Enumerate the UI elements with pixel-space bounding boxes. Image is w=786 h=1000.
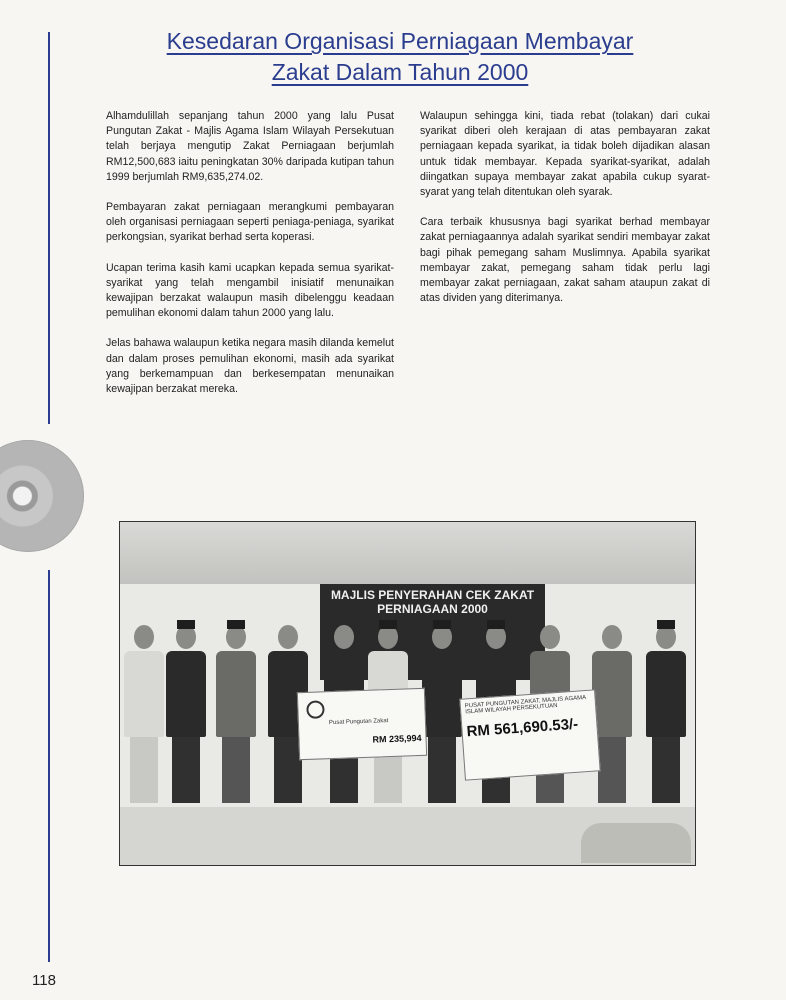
paragraph: Ucapan terima kasih kami ucapkan kepada semua syarikat-syarikat yang telah mengambil inisiatif menunaikan kewajipan berzakat walaupun masih dibelenggu keadaan pemulihan ekonomi dalam tahun 2000 yang lalu. — [106, 261, 394, 320]
person — [592, 625, 632, 803]
title-line-2: Zakat Dalam Tahun 2000 — [271, 59, 529, 85]
person — [646, 620, 686, 803]
left-column — [106, 109, 394, 412]
cheque-left — [297, 688, 427, 760]
margin-rule-bottom — [48, 570, 50, 962]
paragraph: Walaupun sehingga kini, tiada rebat (tolakan) dari cukai syarikat diberi oleh kerajaan di atas pembayaran zakat perniagaan kepada syarikat, ia tidak boleh dijadikan alasan untuk tidak membayar. Kepada syarikat-syarikat, adalah diingatkan supaya membayar zakat apabila cukup syarat-syarat yang telah ditentukan oleh syarak. — [420, 110, 710, 199]
logo-icon — [306, 700, 325, 719]
cheque-right — [459, 689, 600, 780]
cheque-left-payee: Pusat Pungutan Zakat — [328, 718, 389, 727]
person — [422, 620, 462, 803]
margin-rule-top — [48, 32, 50, 424]
person — [124, 625, 164, 803]
paragraph: Pembayaran zakat perniagaan merangkumi pembayaran oleh organisasi perniagaan seperti peniaga-peniaga, syarikat perkongsian, syarikat berhad serta koperasi. — [106, 201, 394, 244]
paragraph: Cara terbaik khususnya bagi syarikat berhad membayar zakat perniagaannya adalah syarikat sendiri membayar zakat bagi pihak pemegang saham Muslimnya. Apabila syarikat membayar zakat, pemegang saham tidak perlu lagi membayar zakat perniagaan, zakat saham ataupun zakat di atas dividen yang diterimanya. — [420, 216, 710, 305]
banner-line-1: MAJLIS PENYERAHAN CEK ZAKAT — [330, 588, 535, 602]
flower-arrangement — [581, 823, 691, 863]
paragraph: Alhamdulillah sepanjang tahun 2000 yang lalu Pusat Pungutan Zakat - Majlis Agama Islam Wilayah Persekutuan telah berjaya mengutip Zakat Perniagaan berjumlah RM12,500,683 iaitu peningkatan 30% daripada kutipan tahun 1999 berjumlah RM9,635,274.02. — [106, 110, 394, 183]
paragraph: Jelas bahawa walaupun ketika negara masih dilanda kemelut dan dalam proses pemulihan ekonomi, masih ada syarikat yang berkemampuan dan berkesempatan menunaikan kewajipan berzakat mereka. — [106, 337, 394, 396]
cheque-presentation-photo — [119, 521, 696, 866]
cheque-left-amount: RM 235,994 — [372, 732, 422, 745]
title-line-1: Kesedaran Organisasi Perniagaan Membayar — [166, 28, 634, 54]
right-column — [420, 109, 710, 321]
cd-disc-graphic — [0, 440, 84, 552]
cheque-right-payee: PUSAT PUNGUTAN ZAKAT, MAJLIS AGAMA ISLAM WILAYAH PERSEKUTUAN — [464, 695, 587, 716]
article-title — [120, 26, 680, 88]
banner-line-2: PERNIAGAAN 2000 — [377, 602, 488, 616]
ceiling — [120, 522, 695, 584]
page-number: 118 — [32, 972, 56, 989]
person — [166, 620, 206, 803]
cheque-right-amount: RM 561,690.53/- — [466, 715, 579, 741]
person — [216, 620, 256, 803]
